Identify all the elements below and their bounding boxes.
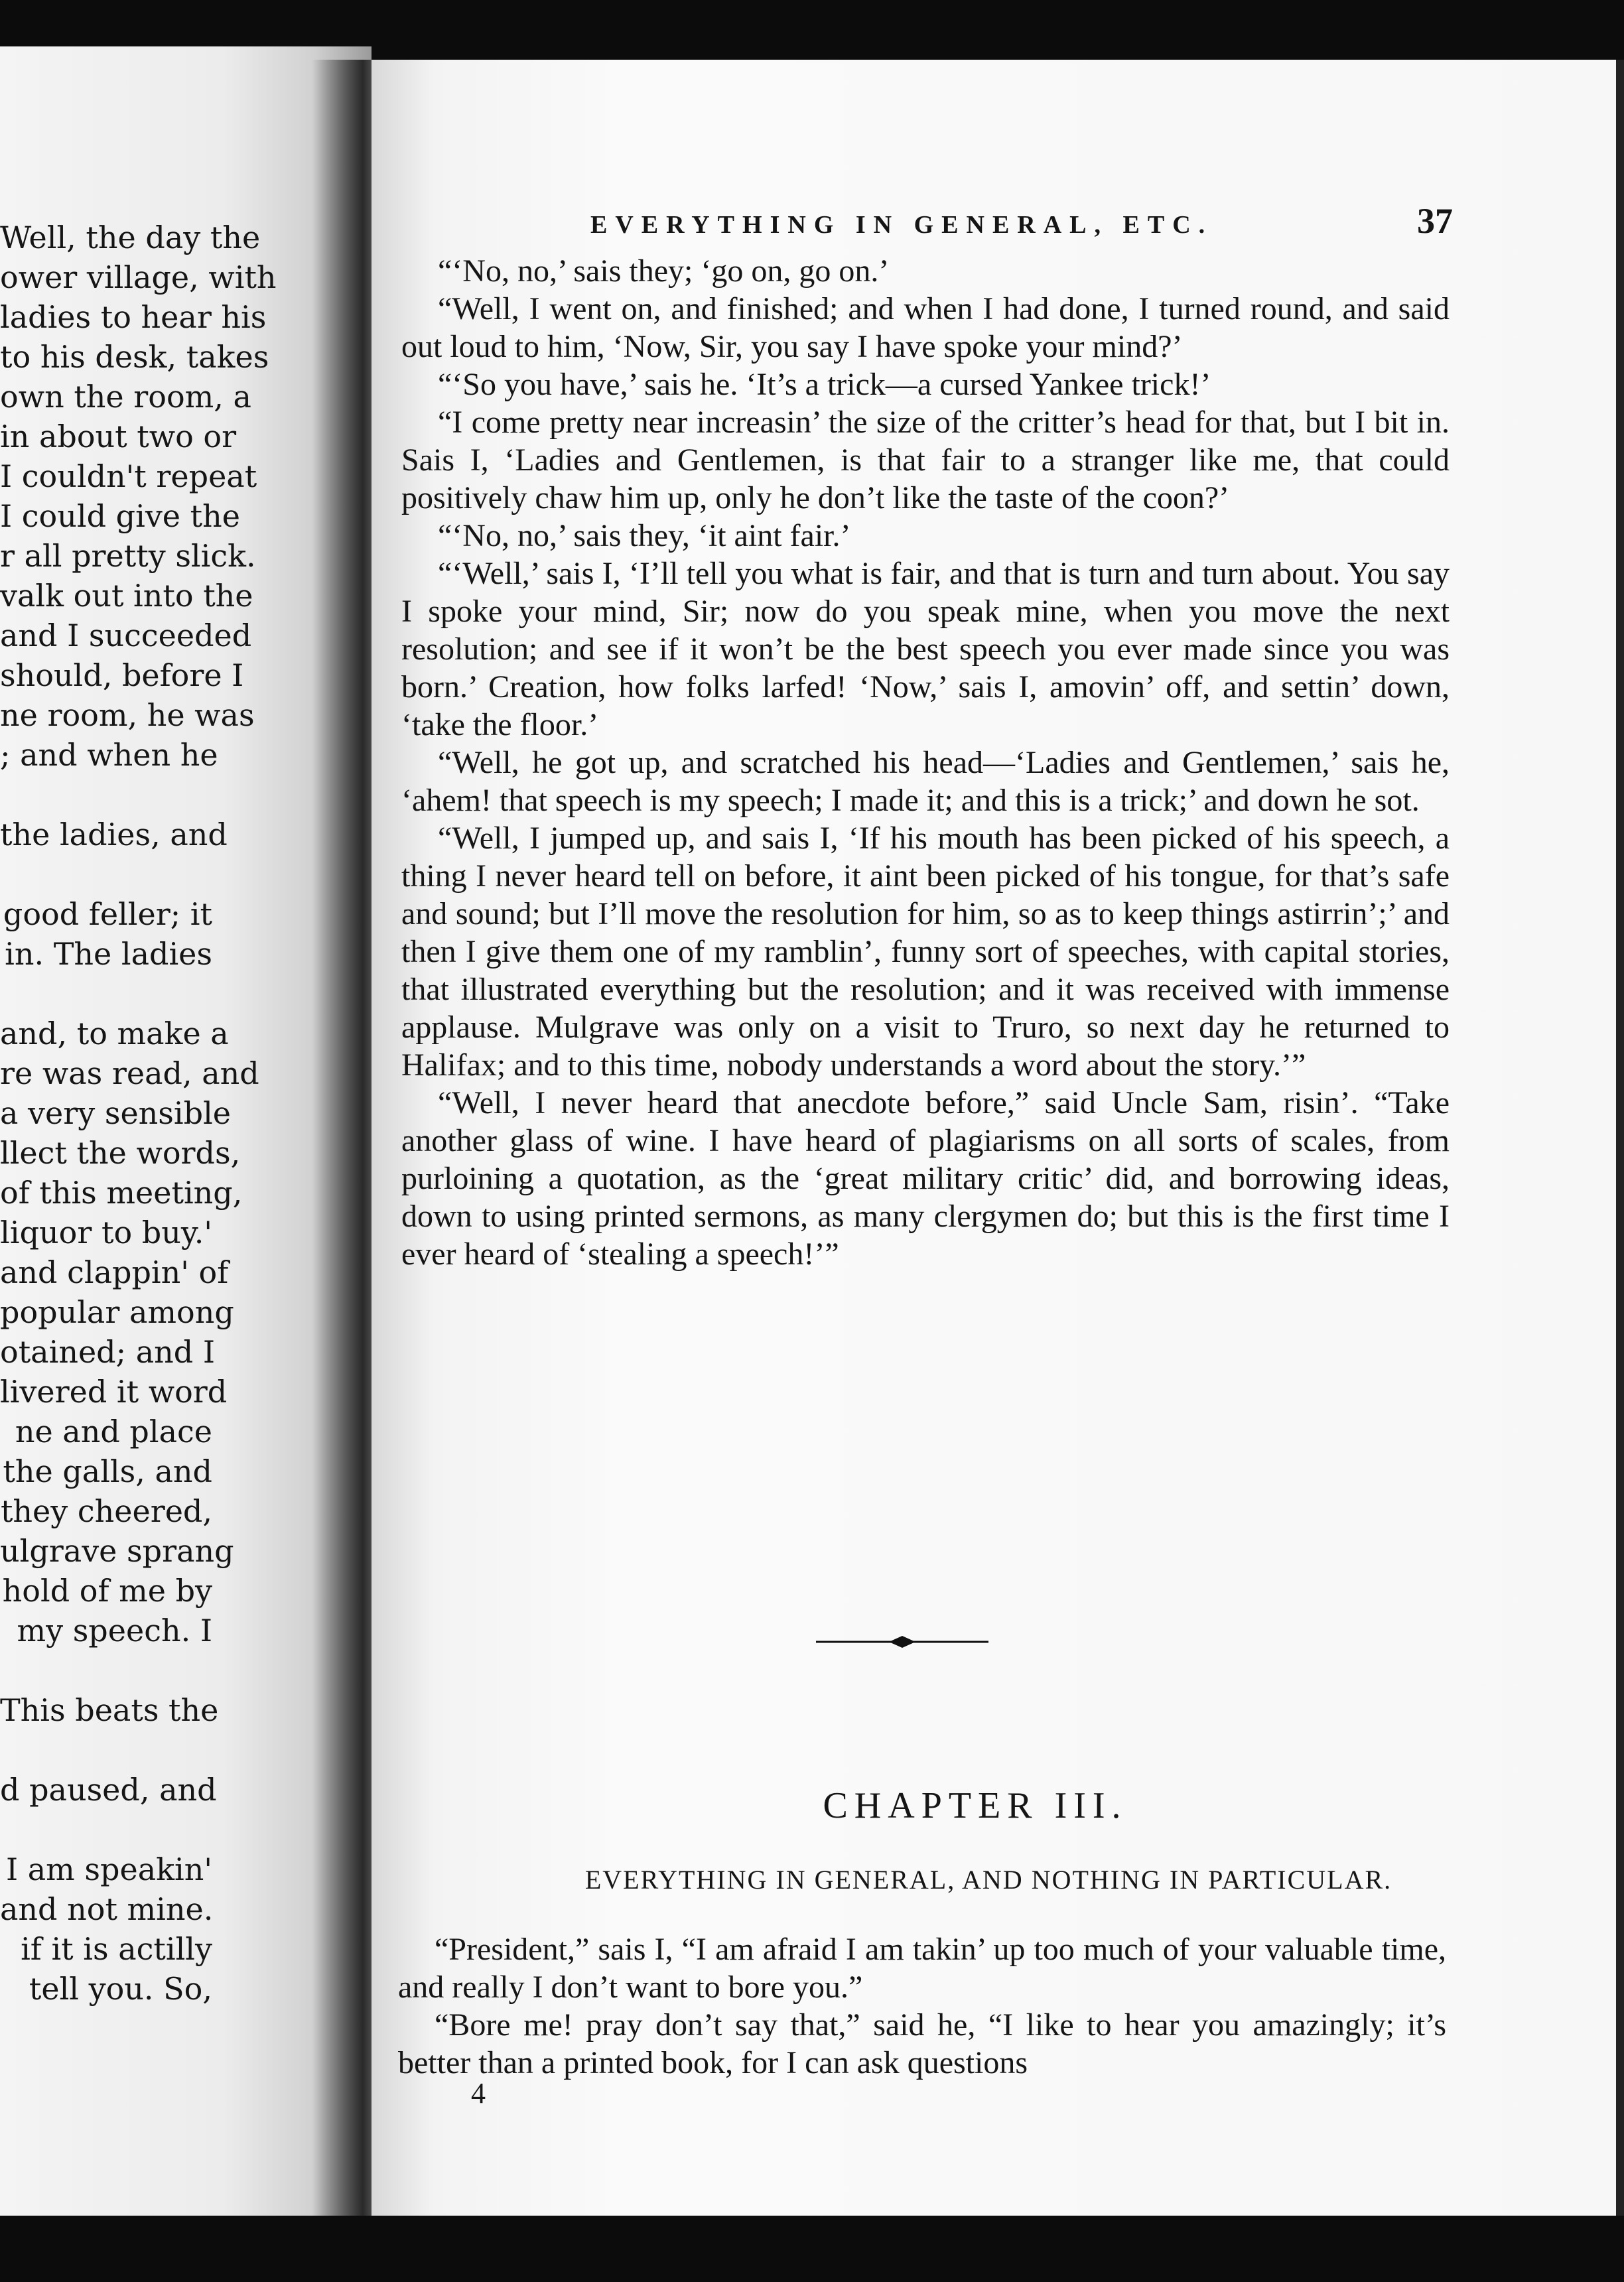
body-text <box>401 252 1450 1273</box>
left-page-line: in about two or <box>0 419 237 454</box>
left-page-line: re was read, and <box>0 1055 259 1091</box>
running-title: EVERYTHING IN GENERAL, ETC. <box>590 211 1213 239</box>
left-page-line: they cheered, <box>0 1493 212 1529</box>
left-page-line: and I succeeded <box>0 618 252 653</box>
left-page-line: I am speakin' <box>5 1851 212 1887</box>
left-page-line: valk out into the <box>0 578 253 614</box>
left-page-line: livered it word <box>0 1374 228 1410</box>
left-page-line: Well, the day the <box>0 220 261 255</box>
left-page-line: ower village, with <box>0 259 277 295</box>
chapter-body-text <box>398 1930 1446 2082</box>
paragraph: “Well, I never heard that anecdote before,” said Uncle Sam, risin’. “Take another glass of wine. I have heard of plagiarisms on all sorts of scales, from purloining a quotation, as the ‘great military critic’ did, and borrowing ideas, down to using printed sermons, as many clergymen do; but this is the first time I ever heard of ‘stealing a speech!’” <box>401 1085 1450 1272</box>
left-page-line: should, before I <box>0 657 244 693</box>
page-edge <box>1616 60 1624 2216</box>
left-page-line: I couldn't repeat <box>0 458 257 494</box>
right-page <box>372 60 1624 2216</box>
left-page-line: and, to make a <box>0 1016 229 1051</box>
signature-mark: 4 <box>471 2077 486 2110</box>
left-page-line: a very sensible <box>0 1095 232 1131</box>
left-page-line: the galls, and <box>3 1453 212 1489</box>
paragraph: “‘So you have,’ sais he. ‘It’s a trick—a cursed Yankee trick!’ <box>438 367 1211 402</box>
left-page-line: llect the words, <box>0 1135 241 1171</box>
paragraph: “Bore me! pray don’t say that,” said he, “I like to hear you amazingly; it’s better than a printed book, for I can ask questions <box>398 2007 1446 2080</box>
paragraph: “President,” sais I, “I am afraid I am takin’ up too much of your valuable time, and really I don’t want to bore you.” <box>398 1932 1446 2005</box>
left-page-line: I could give the <box>0 498 240 534</box>
left-page-line: in. The ladies <box>5 936 212 972</box>
paragraph: “‘No, no,’ sais they; ‘go on, go on.’ <box>438 253 890 289</box>
left-page-line: tell you. So, <box>29 1971 212 2007</box>
left-page-line: of this meeting, <box>0 1175 243 1211</box>
page-number: 37 <box>1417 201 1453 241</box>
left-page-line: and not mine. <box>0 1891 214 1927</box>
left-page-line: ne and place <box>15 1414 212 1449</box>
left-page-line: to his desk, takes <box>0 339 269 375</box>
left-page-line: popular among <box>0 1294 234 1330</box>
left-page-line: otained; and I <box>0 1334 216 1370</box>
paragraph: “Well, I went on, and finished; and when I had done, I turned round, and said out loud to him, ‘Now, Sir, you say I have spoke your mind?’ <box>401 291 1450 364</box>
left-page-line: good feller; it <box>3 896 212 932</box>
left-page-line: if it is actilly <box>21 1931 212 1967</box>
running-head <box>590 200 1453 241</box>
paragraph: “I come pretty near increasin’ the size of the critter’s head for that, but I bit in. Sais I, ‘Ladies and Gentlemen, is that fair to a stranger like me, that could positively chaw him up, only he don’t like the taste of the coon?’ <box>401 405 1450 515</box>
left-page-line: the ladies, and <box>0 817 228 852</box>
section-divider-ornament <box>816 1632 988 1652</box>
left-page-line: ne room, he was <box>0 697 255 733</box>
left-page-line: hold of me by <box>2 1573 212 1609</box>
left-page-line: my speech. I <box>17 1613 212 1648</box>
left-page-line: ladies to hear his <box>0 299 267 335</box>
left-page-line: liquor to buy.' <box>0 1215 212 1250</box>
paragraph: “Well, I jumped up, and sais I, ‘If his mouth has been picked of his speech, a thing I never heard tell on before, it aint been picked of his tongue, for that’s safe and sound; but I’ll move the resolution for him, so as to keep things astirrin’;’ and then I give them one of my ramblin’, funny sort of speeches, with capital stories, that illustrated everything but the resolution; and it was received with immense applause. Mulgrave was only on a visit to Truro, so next day he returned to Halifax; and to this time, nobody understands a word about the story.’” <box>401 821 1450 1083</box>
paragraph: “Well, he got up, and scratched his head—‘Ladies and Gentlemen,’ sais he, ‘ahem! that speech is my speech; I made it; and this is a trick;’ and down he sot. <box>401 745 1450 818</box>
paragraph: “‘No, no,’ sais they, ‘it aint fair.’ <box>438 518 851 553</box>
left-page-line: and clappin' of <box>0 1254 229 1290</box>
left-page-line: r all pretty slick. <box>0 538 256 574</box>
left-page-line: own the room, a <box>0 379 251 415</box>
chapter-heading: CHAPTER III. <box>823 1785 1128 1826</box>
paragraph: “‘Well,’ sais I, ‘I’ll tell you what is fair, and that is turn and turn about. You say I spoke your mind, Sir; now do you speak mine, when you move the next resolution; and see if it won’t be the best speech you ever made since you was born.’ Creation, how folks larfed! ‘Now,’ sais I, amovin’ off, and settin’ down, ‘take the floor.’ <box>401 556 1450 742</box>
left-page-line: This beats the <box>0 1692 219 1728</box>
left-page-line: d paused, and <box>0 1772 217 1808</box>
left-page-line: ulgrave sprang <box>0 1533 234 1569</box>
left-page-line: ; and when he <box>0 737 218 773</box>
chapter-subtitle: EVERYTHING IN GENERAL, AND NOTHING IN PARTICULAR. <box>584 1865 1392 1895</box>
